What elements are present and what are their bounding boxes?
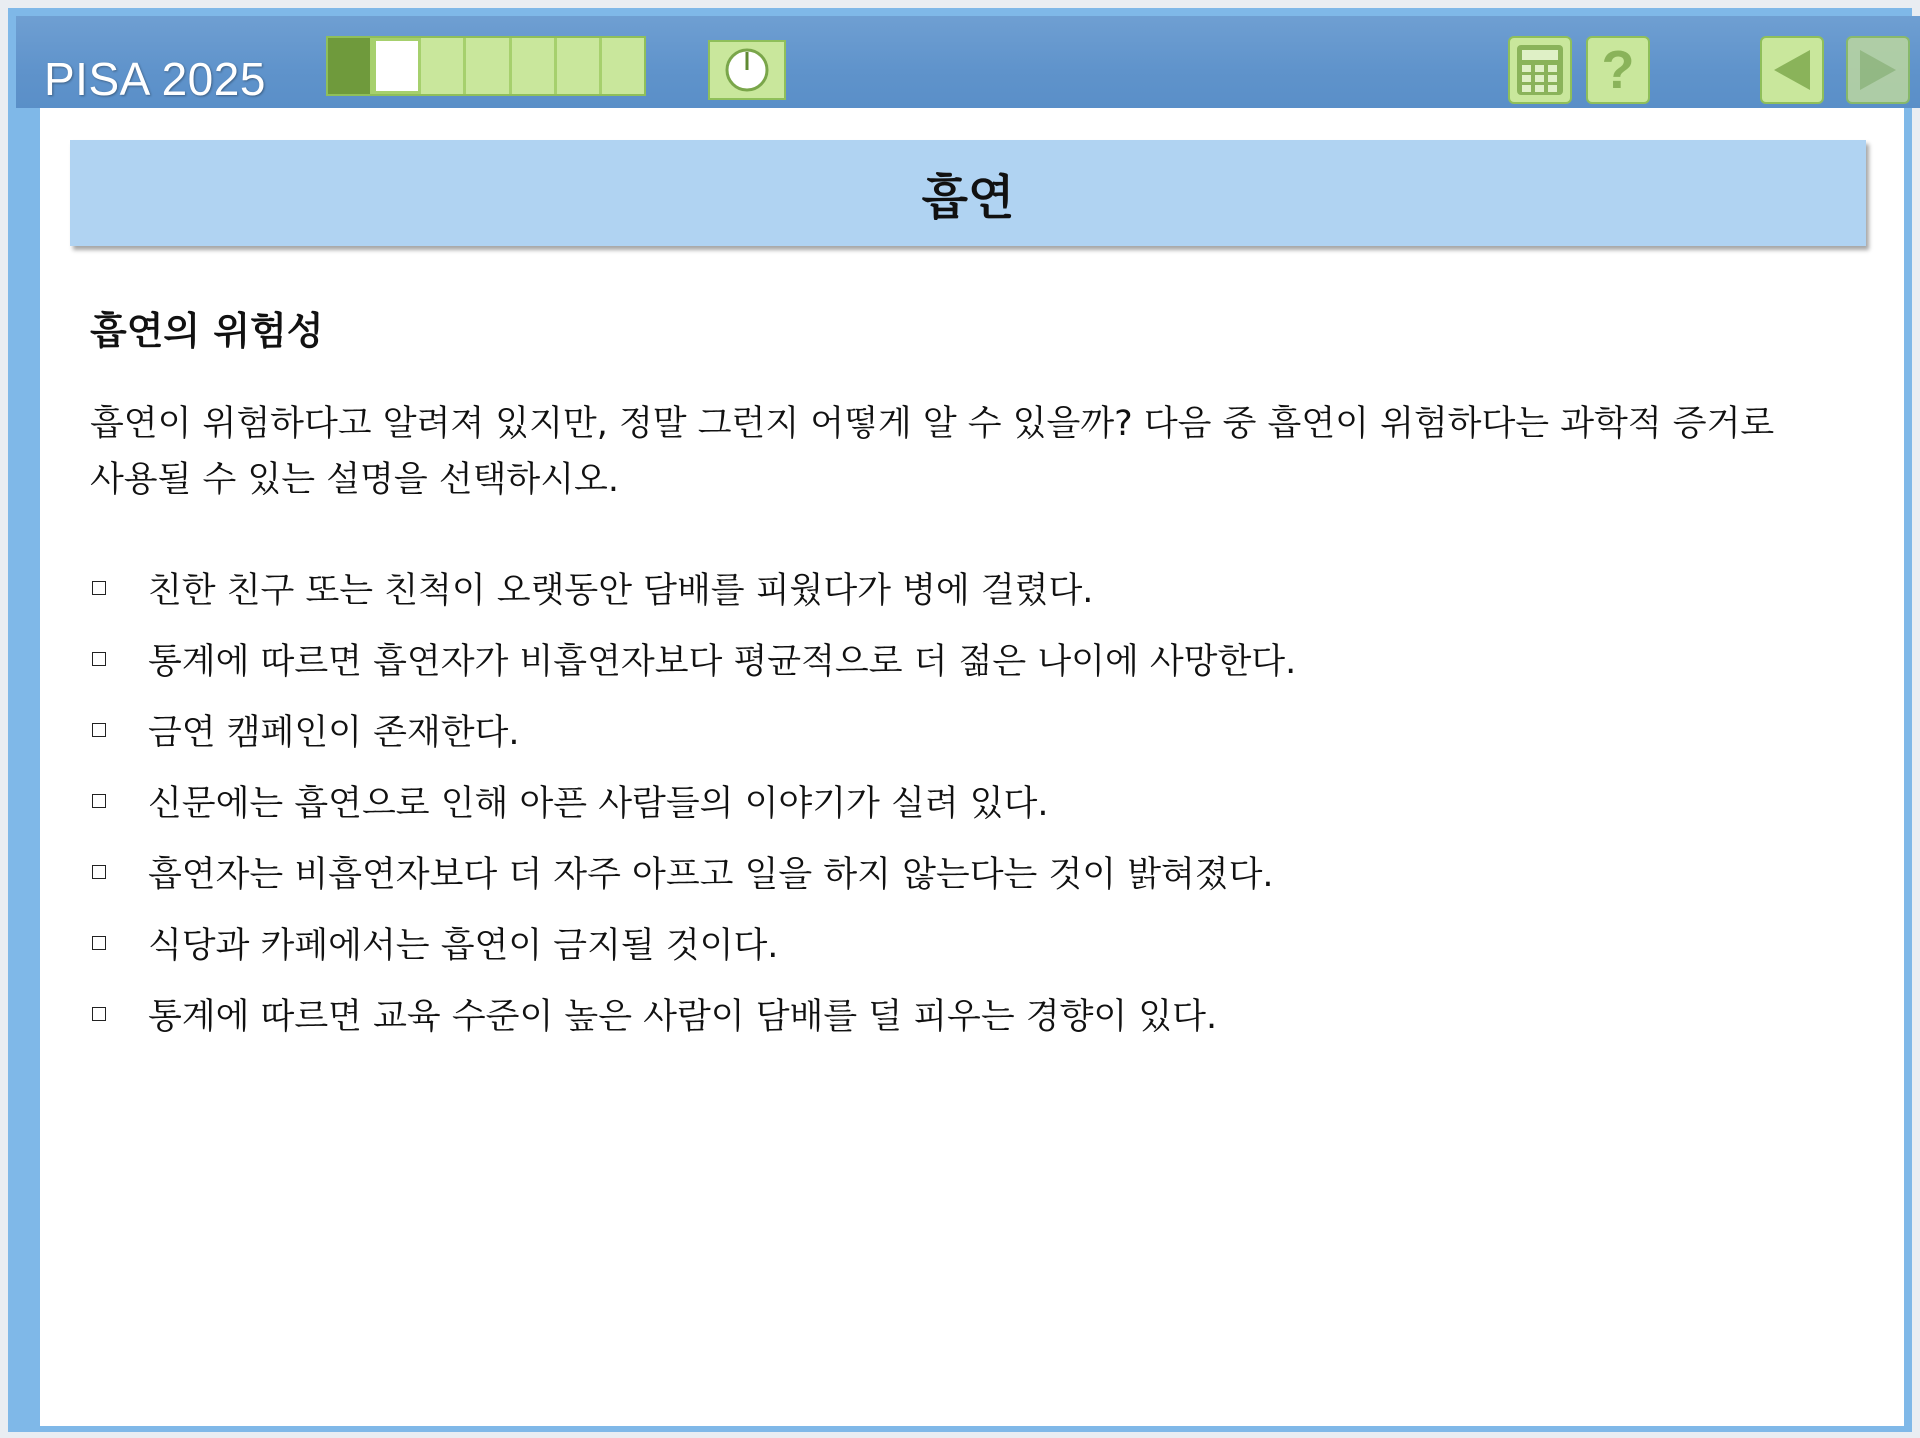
- checkbox[interactable]: [92, 794, 106, 808]
- question-text: [90, 396, 1830, 508]
- checkbox[interactable]: [92, 936, 106, 950]
- brand-logo-text: PISA 2025: [44, 53, 266, 105]
- progress-segment: [421, 38, 466, 94]
- question-line: 흡연이 위험하다고 알려져 있지만, 정말 그런지 어떻게 알 수 있을까? 다음 중 흡연이 위험하다는 과학적 증거로: [90, 404, 1775, 444]
- calculator-icon: [1514, 42, 1566, 98]
- clock-icon: [723, 46, 771, 94]
- answer-option[interactable]: [90, 623, 1850, 694]
- answer-options-list: [90, 552, 1850, 1049]
- answer-option[interactable]: [90, 978, 1850, 1049]
- answer-option[interactable]: [90, 552, 1850, 623]
- answer-option-label: 금연 캠페인이 존재한다.: [148, 712, 520, 753]
- section-heading: 흡연의 위험성: [90, 309, 324, 353]
- timer-button[interactable]: [708, 40, 786, 100]
- title-banner: [70, 140, 1866, 246]
- checkbox[interactable]: [92, 723, 106, 737]
- page-title: 흡연: [921, 169, 1015, 226]
- checkbox[interactable]: [92, 865, 106, 879]
- progress-segment: [466, 38, 511, 94]
- calculator-button[interactable]: [1508, 36, 1572, 104]
- checkbox[interactable]: [92, 581, 106, 595]
- answer-option-label: 식당과 카페에서는 흡연이 금지될 것이다.: [148, 925, 779, 966]
- question-panel: [40, 108, 1904, 1426]
- next-button[interactable]: [1846, 36, 1910, 104]
- answer-option[interactable]: [90, 694, 1850, 765]
- help-button[interactable]: [1586, 36, 1650, 104]
- answer-option[interactable]: [90, 907, 1850, 978]
- progress-segment: [602, 38, 644, 94]
- checkbox[interactable]: [92, 652, 106, 666]
- back-button[interactable]: [1760, 36, 1824, 104]
- answer-option-label: 통계에 따르면 교육 수준이 높은 사람이 담배를 덜 피우는 경향이 있다.: [148, 996, 1218, 1037]
- answer-option-label: 흡연자는 비흡연자보다 더 자주 아프고 일을 하지 않는다는 것이 밝혀졌다.: [148, 854, 1274, 895]
- triangle-right-icon: [1856, 46, 1900, 94]
- help-icon: ?: [1601, 40, 1635, 100]
- answer-option[interactable]: [90, 765, 1850, 836]
- answer-option-label: 신문에는 흡연으로 인해 아픈 사람들의 이야기가 실려 있다.: [148, 783, 1049, 824]
- answer-option-label: 통계에 따르면 흡연자가 비흡연자보다 평균적으로 더 젊은 나이에 사망한다.: [148, 641, 1297, 682]
- question-line: 사용될 수 있는 설명을 선택하시오.: [90, 460, 619, 500]
- answer-option[interactable]: [90, 836, 1850, 907]
- top-toolbar: [16, 16, 1920, 108]
- progress-segment: [512, 38, 557, 94]
- progress-indicator: [326, 36, 646, 96]
- checkbox[interactable]: [92, 1007, 106, 1021]
- triangle-left-icon: [1770, 46, 1814, 94]
- progress-segment-completed: [328, 38, 373, 94]
- progress-segment-current: [373, 38, 421, 94]
- progress-segment: [557, 38, 602, 94]
- answer-option-label: 친한 친구 또는 친척이 오랫동안 담배를 피웠다가 병에 걸렸다.: [148, 570, 1094, 611]
